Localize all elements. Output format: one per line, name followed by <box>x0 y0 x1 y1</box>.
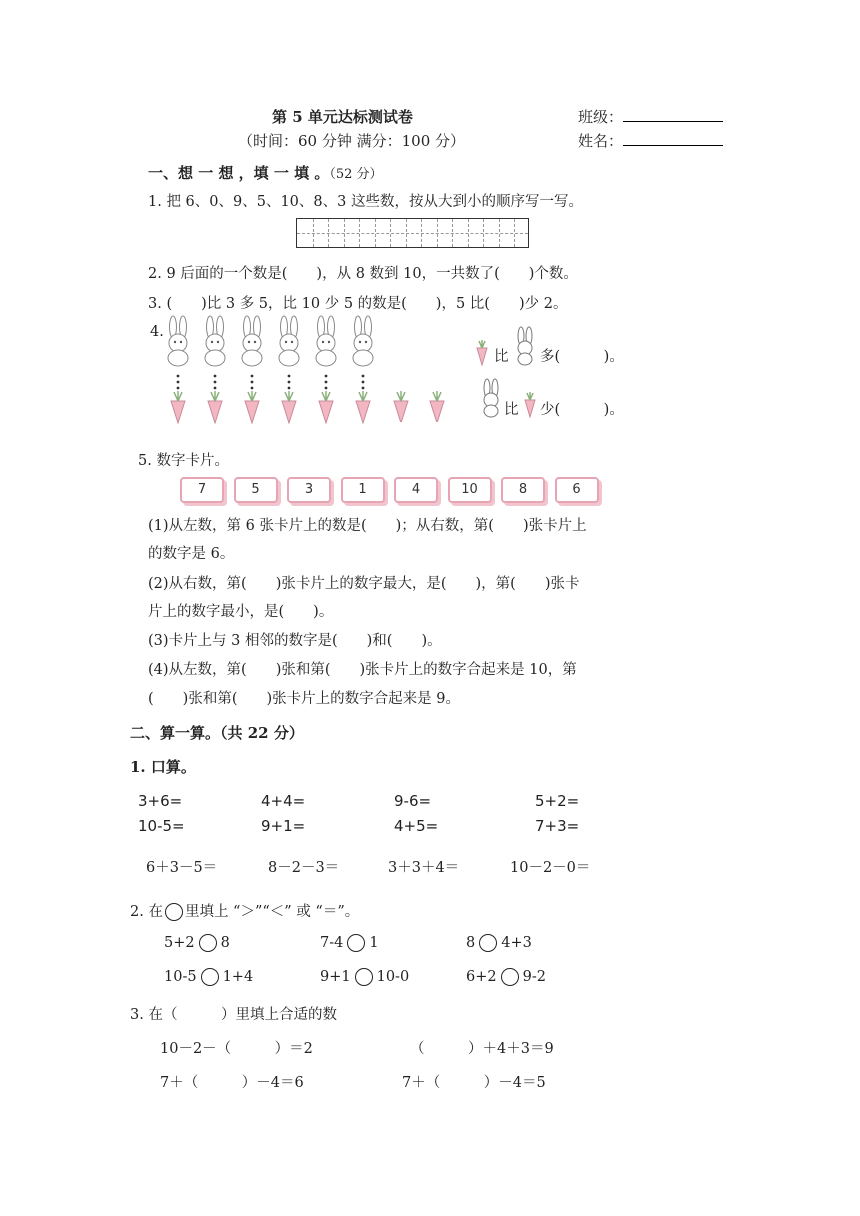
fill-item[interactable]: 10－2－（ ）＝2 <box>160 1041 313 1057</box>
grid-cell-line <box>313 219 314 247</box>
extra-carrots <box>390 390 460 422</box>
carrot-icon <box>208 391 222 423</box>
dots-connector <box>177 375 180 390</box>
rabbit-icon <box>242 316 262 366</box>
class-label: 班级： <box>578 108 624 126</box>
q4-compare-2-a: 比 <box>504 402 519 418</box>
class-line <box>623 107 723 122</box>
grid-cell-line <box>406 219 407 247</box>
rabbit-icon <box>205 316 225 366</box>
q5-part2-line2: 片上的数字最小，是( )。 <box>148 604 334 620</box>
grid-cell-line <box>483 219 484 247</box>
name-field[interactable] <box>578 130 723 151</box>
q5-part4-line2: ( )张和第( )张卡片上的数字合起来是 9。 <box>148 691 460 707</box>
grid-cell-line <box>375 219 376 247</box>
compare-item: 5+2 8 <box>164 935 230 951</box>
number-card: 6 <box>555 477 599 503</box>
carrot-icon <box>474 340 490 366</box>
number-card: 5 <box>234 477 278 503</box>
grid-cell-line <box>514 219 515 247</box>
calc-item: 9-6= <box>394 792 432 810</box>
grid-cell-line <box>468 219 469 247</box>
calc-item: 10－2－0＝ <box>510 860 591 876</box>
grid-cell-line <box>499 219 500 247</box>
calc-item: 7+3= <box>535 817 580 835</box>
rabbits-carrots-illustration <box>162 315 392 425</box>
rabbit-icon <box>478 378 504 418</box>
grid-midline <box>297 233 528 234</box>
q5-part3: (3)卡片上与 3 相邻的数字是( )和( )。 <box>148 633 442 649</box>
carrot-icon <box>356 391 370 423</box>
dots-connector <box>288 375 291 390</box>
page-title: 第 5 单元达标测试卷 <box>272 108 413 126</box>
q4-compare-2-b: 少( )。 <box>540 402 624 418</box>
compare-circle[interactable] <box>347 934 365 952</box>
grid-cell-line <box>452 219 453 247</box>
calc-item: 6＋3－5＝ <box>146 860 218 876</box>
grid-cell-line <box>390 219 391 247</box>
number-card: 7 <box>180 477 224 503</box>
grid-cell-line <box>359 219 360 247</box>
compare-circle[interactable] <box>201 968 219 986</box>
grid-cell-line <box>344 219 345 247</box>
number-card: 8 <box>501 477 545 503</box>
q5-part1-line1: (1)从左数，第 6 张卡片上的数是( )；从右数，第( )张卡片上 <box>148 518 587 534</box>
compare-circle[interactable] <box>355 968 373 986</box>
question-1: 1. 把 6、0、9、5、10、8、3 这些数，按从大到小的顺序写一写。 <box>148 194 583 210</box>
circle-icon <box>165 903 183 921</box>
rabbit-icon <box>512 326 538 366</box>
number-card: 10 <box>448 477 492 503</box>
question-5: 5. 数字卡片。 <box>138 453 229 469</box>
question-2: 2. 9 后面的一个数是( )，从 8 数到 10，一共数了( )个数。 <box>148 266 578 282</box>
compare-question: 2. 在 里填上 “＞”“＜” 或 “＝”。 <box>130 904 360 920</box>
grid-cell-line <box>437 219 438 247</box>
calc-item: 4+4= <box>261 792 306 810</box>
fill-item[interactable]: （ ）＋4＋3＝9 <box>410 1041 554 1057</box>
oral-calc-title: 1. 口算。 <box>130 758 196 776</box>
compare-item: 10-5 1+4 <box>164 969 254 985</box>
carrot-icon <box>522 392 538 418</box>
carrot-icon <box>394 391 408 422</box>
name-label: 姓名： <box>578 132 624 150</box>
section1-heading: 一、想 一 想 ，填 一 填 。（52 分） <box>148 164 383 182</box>
compare-circle[interactable] <box>479 934 497 952</box>
rabbit-icon <box>353 316 373 366</box>
name-line <box>623 131 723 146</box>
q4-compare-1-a: 比 <box>494 349 509 365</box>
calc-item: 9+1= <box>261 817 306 835</box>
calc-item: 10-5= <box>138 817 185 835</box>
question-3: 3. ( )比 3 多 5，比 10 少 5 的数是( )，5 比( )少 2。 <box>148 296 568 312</box>
carrot-icon <box>282 391 296 423</box>
class-field[interactable] <box>578 106 723 127</box>
carrot-icon <box>319 391 333 423</box>
rabbit-icon <box>316 316 336 366</box>
grid-cell-line <box>421 219 422 247</box>
dots-connector <box>362 375 365 390</box>
q5-part4-line1: (4)从左数，第( )张和第( )张卡片上的数字合起来是 10，第 <box>148 662 577 678</box>
number-card: 4 <box>394 477 438 503</box>
q5-part2-line1: (2)从右数，第( )张卡片上的数字最大，是( )，第( )张卡 <box>148 576 580 592</box>
answer-grid[interactable] <box>296 218 529 248</box>
dots-connector <box>251 375 254 390</box>
compare-circle[interactable] <box>199 934 217 952</box>
fill-item[interactable]: 7＋（ ）－4＝5 <box>402 1075 546 1091</box>
question-4-number: 4. <box>150 324 164 340</box>
grid-cell-line <box>328 219 329 247</box>
carrot-icon <box>245 391 259 423</box>
calc-item: 3＋3＋4＝ <box>388 860 460 876</box>
number-card: 3 <box>287 477 331 503</box>
calc-item: 5+2= <box>535 792 580 810</box>
fill-item[interactable]: 7＋（ ）－4＝6 <box>160 1075 304 1091</box>
q4-compare-1-b: 多( )。 <box>540 349 624 365</box>
dots-connector <box>214 375 217 390</box>
rabbit-icon <box>279 316 299 366</box>
carrot-icon <box>171 391 185 423</box>
compare-item: 7-4 1 <box>320 935 379 951</box>
calc-item: 8－2－3＝ <box>268 860 340 876</box>
compare-item: 6+2 9-2 <box>466 969 546 985</box>
page-subtitle: （时间：60 分钟 满分：100 分） <box>238 132 466 150</box>
rabbit-icon <box>168 316 188 366</box>
fill-question: 3. 在（ ）里填上合适的数 <box>130 1007 337 1023</box>
compare-item: 8 4+3 <box>466 935 532 951</box>
compare-circle[interactable] <box>501 968 519 986</box>
compare-item: 9+1 10-0 <box>320 969 410 985</box>
carrot-icon <box>430 391 444 422</box>
calc-item: 4+5= <box>394 817 439 835</box>
calc-item: 3+6= <box>138 792 183 810</box>
q5-part1-line2: 的数字是 6。 <box>148 546 235 562</box>
dots-connector <box>325 375 328 390</box>
number-card: 1 <box>341 477 385 503</box>
section2-heading: 二、算一算。（共 22 分） <box>130 724 304 742</box>
